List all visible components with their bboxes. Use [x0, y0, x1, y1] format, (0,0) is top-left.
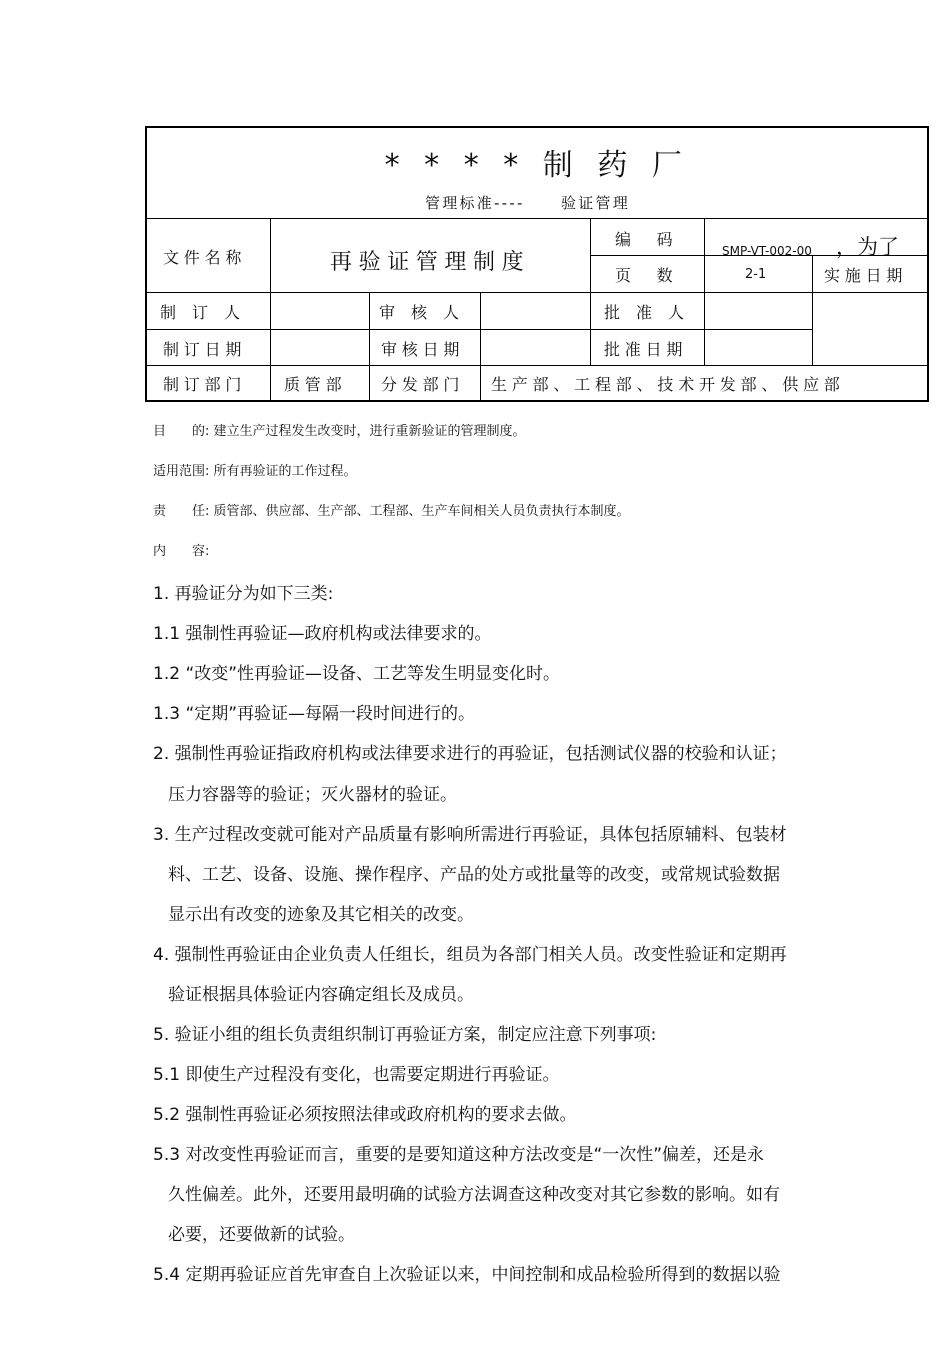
- purpose-label: 目 的:: [153, 424, 210, 439]
- para-1: 1. 再验证分为如下三类:: [153, 584, 334, 604]
- vrule-1: [270, 218, 271, 401]
- para-1-2: 1.2 “改变”性再验证—设备、工艺等发生明显变化时。: [153, 664, 561, 684]
- subtitle-left: 管理标准----: [425, 194, 525, 212]
- subtitle-right: 验证管理: [561, 194, 631, 212]
- para-5-1: 5.1 即使生产过程没有变化，也需要定期进行再验证。: [153, 1065, 560, 1085]
- approve-date-label: 批准日期: [604, 339, 688, 359]
- pages-value: 2-1: [745, 266, 767, 282]
- purpose-row: [153, 420, 526, 439]
- para-4-line-2: 验证根据具体验证内容确定组长及成员。: [168, 985, 474, 1005]
- author-date-label: 制订日期: [163, 339, 247, 359]
- approver-label: 批 准 人: [604, 302, 685, 322]
- vrule-4: [704, 218, 705, 366]
- impl-date-label: 实施日期: [824, 265, 908, 285]
- code-label: 编 码: [615, 229, 678, 249]
- para-4-line-1: 4. 强制性再验证由企业负责人任组长，组员为各部门相关人员。改变性验证和定期再: [153, 945, 787, 965]
- dist-value: 生产部、工程部、技术开发部、供应部: [491, 375, 845, 394]
- pages-label: 页 数: [615, 265, 678, 285]
- scope-row: [153, 460, 357, 479]
- table-border-right: [927, 126, 929, 402]
- file-name-value: 再验证管理制度: [330, 249, 531, 275]
- para-3-line-1: 3. 生产过程改变就可能对产品质量有影响所需进行再验证，具体包括原辅料、包装材: [153, 825, 787, 845]
- dept-value: 质管部: [284, 375, 347, 394]
- content-row: [153, 540, 209, 559]
- para-5-3-line-1: 5.3 对改变性再验证而言，重要的是要知道这种方法改变是“一次性”偏差，还是永: [153, 1145, 765, 1165]
- purpose-text: 建立生产过程发生改变时，进行重新验证的管理制度。: [213, 424, 526, 439]
- para-1-1: 1.1 强制性再验证—政府机构或法律要求的。: [153, 624, 492, 644]
- reviewer-label: 审 核 人: [379, 302, 460, 322]
- code-suffix: ，为了: [836, 235, 899, 259]
- dept-label: 制订部门: [163, 375, 247, 394]
- para-5-3-line-2: 久性偏差。此外，还要用最明确的试验方法调查这种改变对其它参数的影响。如有: [168, 1185, 780, 1205]
- responsibility-text: 质管部、供应部、生产部、工程部、生产车间相关人员负责执行本制度。: [213, 504, 630, 519]
- rule-under-title: [145, 218, 929, 219]
- dist-label: 分发部门: [381, 375, 465, 394]
- vrule-2b: [480, 292, 481, 401]
- file-name-label: 文件名称: [163, 247, 247, 267]
- para-3-line-2: 料、工艺、设备、设施、操作程序、产品的处方或批量等的改变，或常规试验数据: [168, 865, 780, 885]
- para-2-line-1: 2. 强制性再验证指政府机构或法律要求进行的再验证，包括测试仪器的校验和认证；: [153, 744, 787, 764]
- para-3-line-3: 显示出有改变的迹象及其它相关的改变。: [168, 905, 474, 925]
- code-value: SMP-VT-002-00: [722, 244, 812, 258]
- para-2-line-2: 压力容器等的验证；灭火器材的验证。: [168, 785, 457, 805]
- review-date-label: 审核日期: [381, 339, 465, 359]
- content-label: 内 容:: [153, 544, 210, 559]
- page-title: * * * * 制 药 厂: [384, 148, 690, 183]
- vrule-3: [590, 218, 591, 366]
- scope-text: 所有再验证的工作过程。: [213, 464, 357, 479]
- para-5-2: 5.2 强制性再验证必须按照法律或政府机构的要求去做。: [153, 1105, 577, 1125]
- table-border-top: [145, 126, 929, 128]
- responsibility-label: 责 任:: [153, 504, 210, 519]
- vrule-5: [812, 255, 813, 366]
- author-label: 制 订 人: [160, 302, 241, 322]
- para-5-3-line-3: 必要，还要做新的试验。: [168, 1225, 355, 1245]
- responsibility-row: [153, 500, 630, 519]
- para-5-4-line-1: 5.4 定期再验证应首先审查自上次验证以来，中间控制和成品检验所得到的数据以验: [153, 1265, 781, 1285]
- vrule-2: [369, 292, 370, 401]
- para-5: 5. 验证小组的组长负责组织制订再验证方案，制定应注意下列事项:: [153, 1025, 657, 1045]
- para-1-3: 1.3 “定期”再验证—每隔一段时间进行的。: [153, 704, 476, 724]
- scope-label: 适用范围:: [153, 464, 210, 479]
